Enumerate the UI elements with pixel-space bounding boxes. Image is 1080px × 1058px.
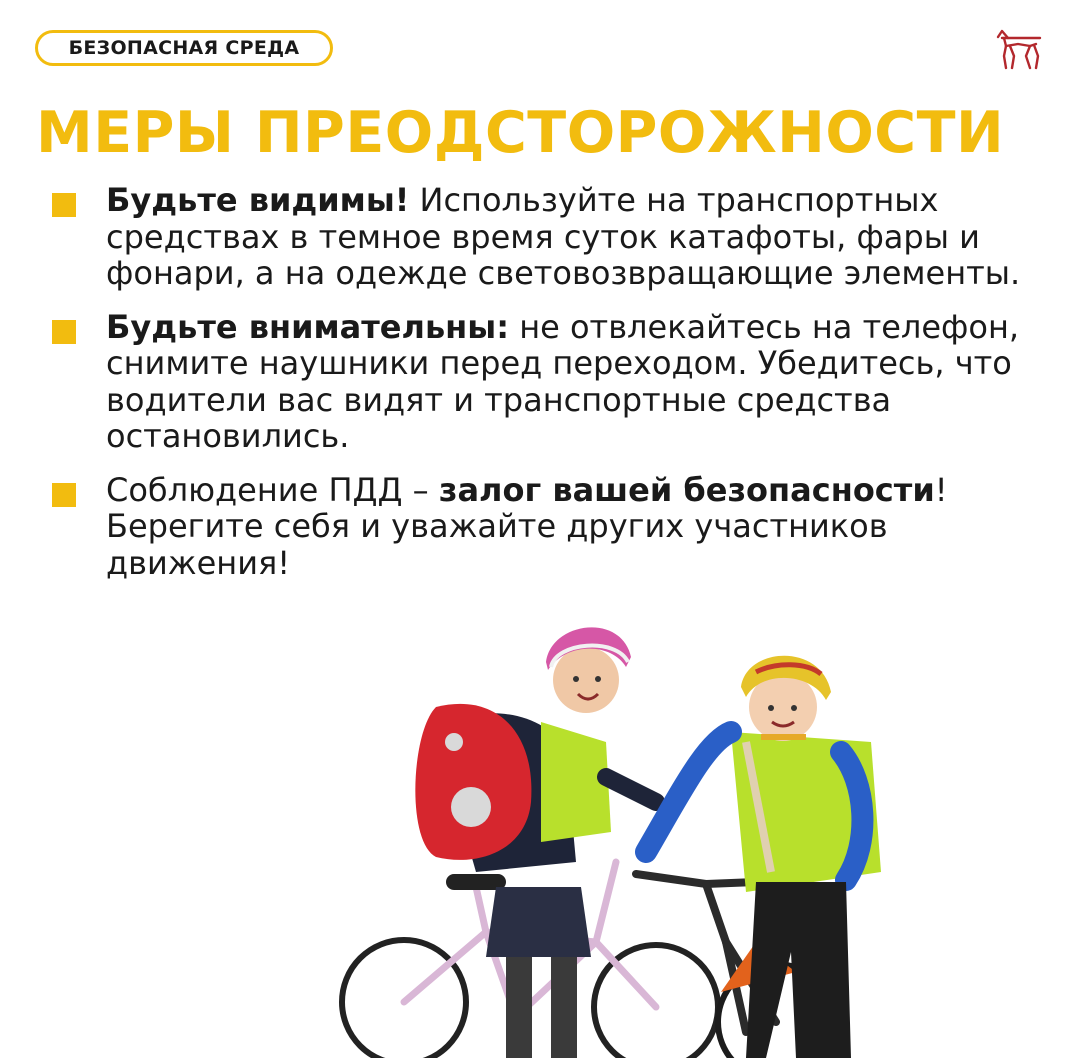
section-tag: БЕЗОПАСНАЯ СРЕДА [35,30,333,66]
list-item [52,309,1052,455]
bullet-square-icon [52,193,76,217]
safety-tips-list [52,182,1052,598]
bullet-square-icon [52,320,76,344]
horse-logo-icon [994,28,1046,72]
tip-body: Используйте на транспортных средствах в темное время суток катафоты, фары и фонари, а на одежде световозвращающие элементы. [106,181,1021,292]
tip-bold: Будьте видимы! [106,181,410,219]
tip-body: ! Берегите себя и уважайте других участников движения! [106,470,948,582]
tip-body: не отвлекайтесь на телефон, снимите наушники перед переходом. Убедитесь, что водители вас видят и транспортные средства остановились. [106,307,1020,455]
tip-text [106,472,1052,582]
tip-prefix: Соблюдение ПДД – [106,470,439,509]
page-title: МЕРЫ ПРЕОДСТОРОЖНОСТИ [36,100,1005,166]
tip-text [106,309,1052,455]
list-item [52,182,1052,292]
bullet-square-icon [52,483,76,507]
list-item [52,472,1052,582]
tip-text [106,182,1052,292]
tip-bold: Будьте внимательны: [106,307,510,346]
tip-bold: залог вашей безопасности [438,470,935,509]
children-on-bicycles-photo [326,612,896,1058]
